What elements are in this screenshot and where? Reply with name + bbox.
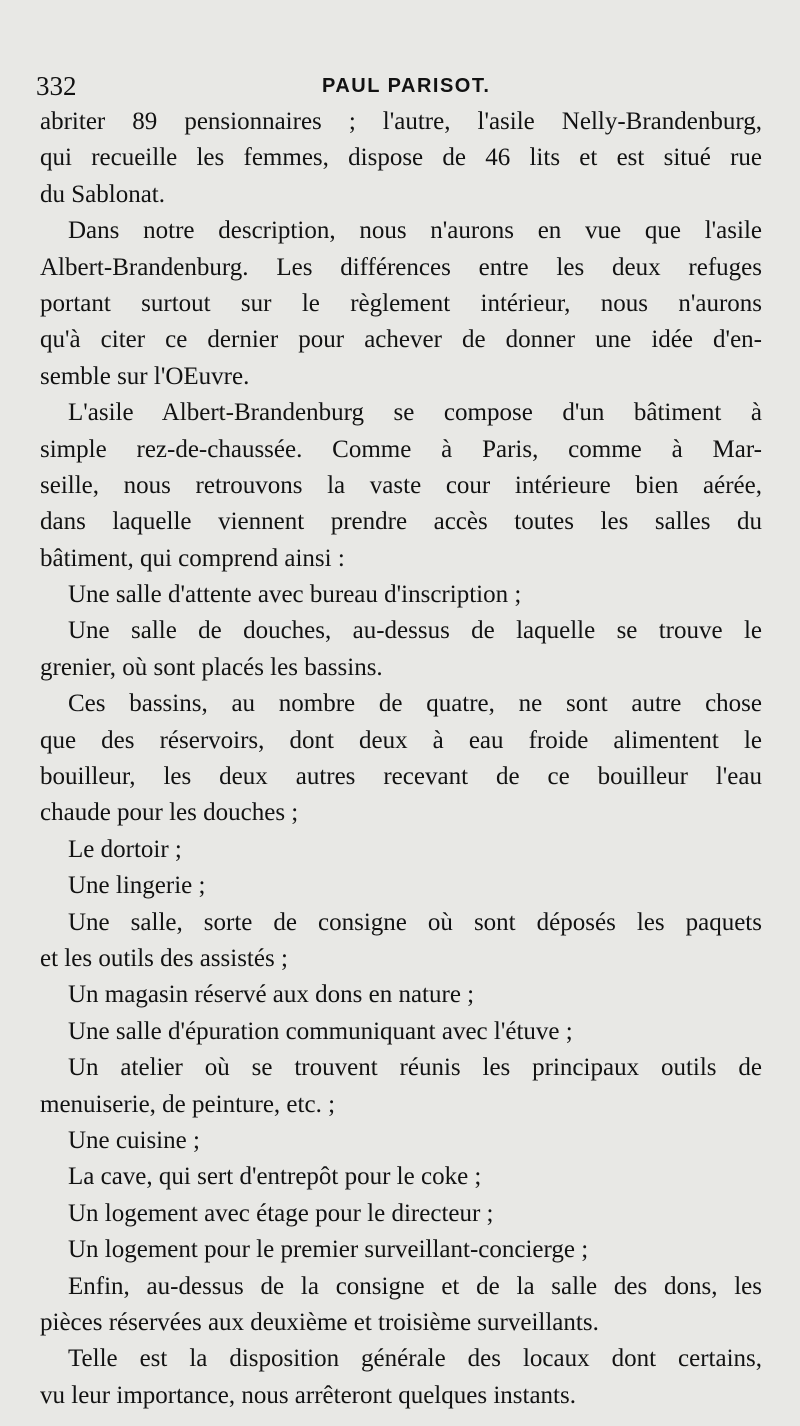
text-line: Un logement pour le premier surveillant-concierge ; xyxy=(68,1236,589,1264)
running-head: PAUL PARISOT. xyxy=(322,75,491,97)
text-line: La cave, qui sert d'entrepôt pour le coke ; xyxy=(68,1163,482,1191)
body-text xyxy=(40,104,762,1414)
text-line: Une salle, sorte de consigne où sont déposés les paquets xyxy=(68,908,762,936)
text-line: Un magasin réservé aux dons en nature ; xyxy=(68,981,475,1009)
text-line: qu'à citer ce dernier pour achever de donner une idée d'en- xyxy=(40,326,762,354)
text-line: Une salle d'attente avec bureau d'inscription ; xyxy=(68,581,522,609)
text-line: vu leur importance, nous arrêteront quelques instants. xyxy=(40,1381,576,1409)
page-header xyxy=(36,66,756,106)
text-line: menuiserie, de peinture, etc. ; xyxy=(40,1090,336,1118)
text-line: Dans notre description, nous n'aurons en vue que l'asile xyxy=(68,217,762,245)
text-line: chaude pour les douches ; xyxy=(40,799,299,827)
text-line: Le dortoir ; xyxy=(68,835,182,863)
text-line: grenier, où sont placés les bassins. xyxy=(40,653,383,681)
text-line: Une cuisine ; xyxy=(68,1126,200,1154)
text-line: Albert-Brandenburg. Les différences entre les deux refuges xyxy=(40,253,762,281)
text-line: Un atelier où se trouvent réunis les principaux outils de xyxy=(68,1054,762,1082)
text-line: simple rez-de-chaussée. Comme à Paris, comme à Mar- xyxy=(40,435,762,463)
text-line: Une lingerie ; xyxy=(68,872,206,900)
text-line: L'asile Albert-Brandenburg se compose d'un bâtiment à xyxy=(68,399,762,427)
text-line: Enfin, au-dessus de la consigne et de la salle des dons, les xyxy=(68,1272,762,1300)
text-line: seille, nous retrouvons la vaste cour intérieure bien aérée, xyxy=(40,471,762,499)
text-line: Une salle d'épuration communiquant avec l'étuve ; xyxy=(68,1017,573,1045)
text-line: et les outils des assistés ; xyxy=(40,944,288,972)
text-line: pièces réservées aux deuxième et troisième surveillants. xyxy=(40,1308,599,1336)
text-line: semble sur l'OEuvre. xyxy=(40,362,250,390)
text-line: dans laquelle viennent prendre accès toutes les salles du xyxy=(40,508,762,536)
text-line: du Sablonat. xyxy=(40,180,165,208)
text-line: bouilleur, les deux autres recevant de ce bouilleur l'eau xyxy=(40,763,762,791)
text-line: bâtiment, qui comprend ainsi : xyxy=(40,544,345,572)
text-line: abriter 89 pensionnaires ; l'autre, l'asile Nelly-Brandenburg, xyxy=(40,108,762,135)
text-line: que des réservoirs, dont deux à eau froide alimentent le xyxy=(40,726,762,754)
text-line: qui recueille les femmes, dispose de 46 lits et est situé rue xyxy=(40,144,762,172)
text-line: Une salle de douches, au-dessus de laquelle se trouve le xyxy=(68,617,762,645)
text-line: Telle est la disposition générale des locaux dont certains, xyxy=(68,1345,762,1373)
text-line: Ces bassins, au nombre de quatre, ne sont autre chose xyxy=(68,690,762,718)
text-line: portant surtout sur le règlement intérieur, nous n'aurons xyxy=(40,289,762,317)
page-number: 332 xyxy=(36,71,77,101)
text-line: Un logement avec étage pour le directeur ; xyxy=(68,1199,494,1227)
